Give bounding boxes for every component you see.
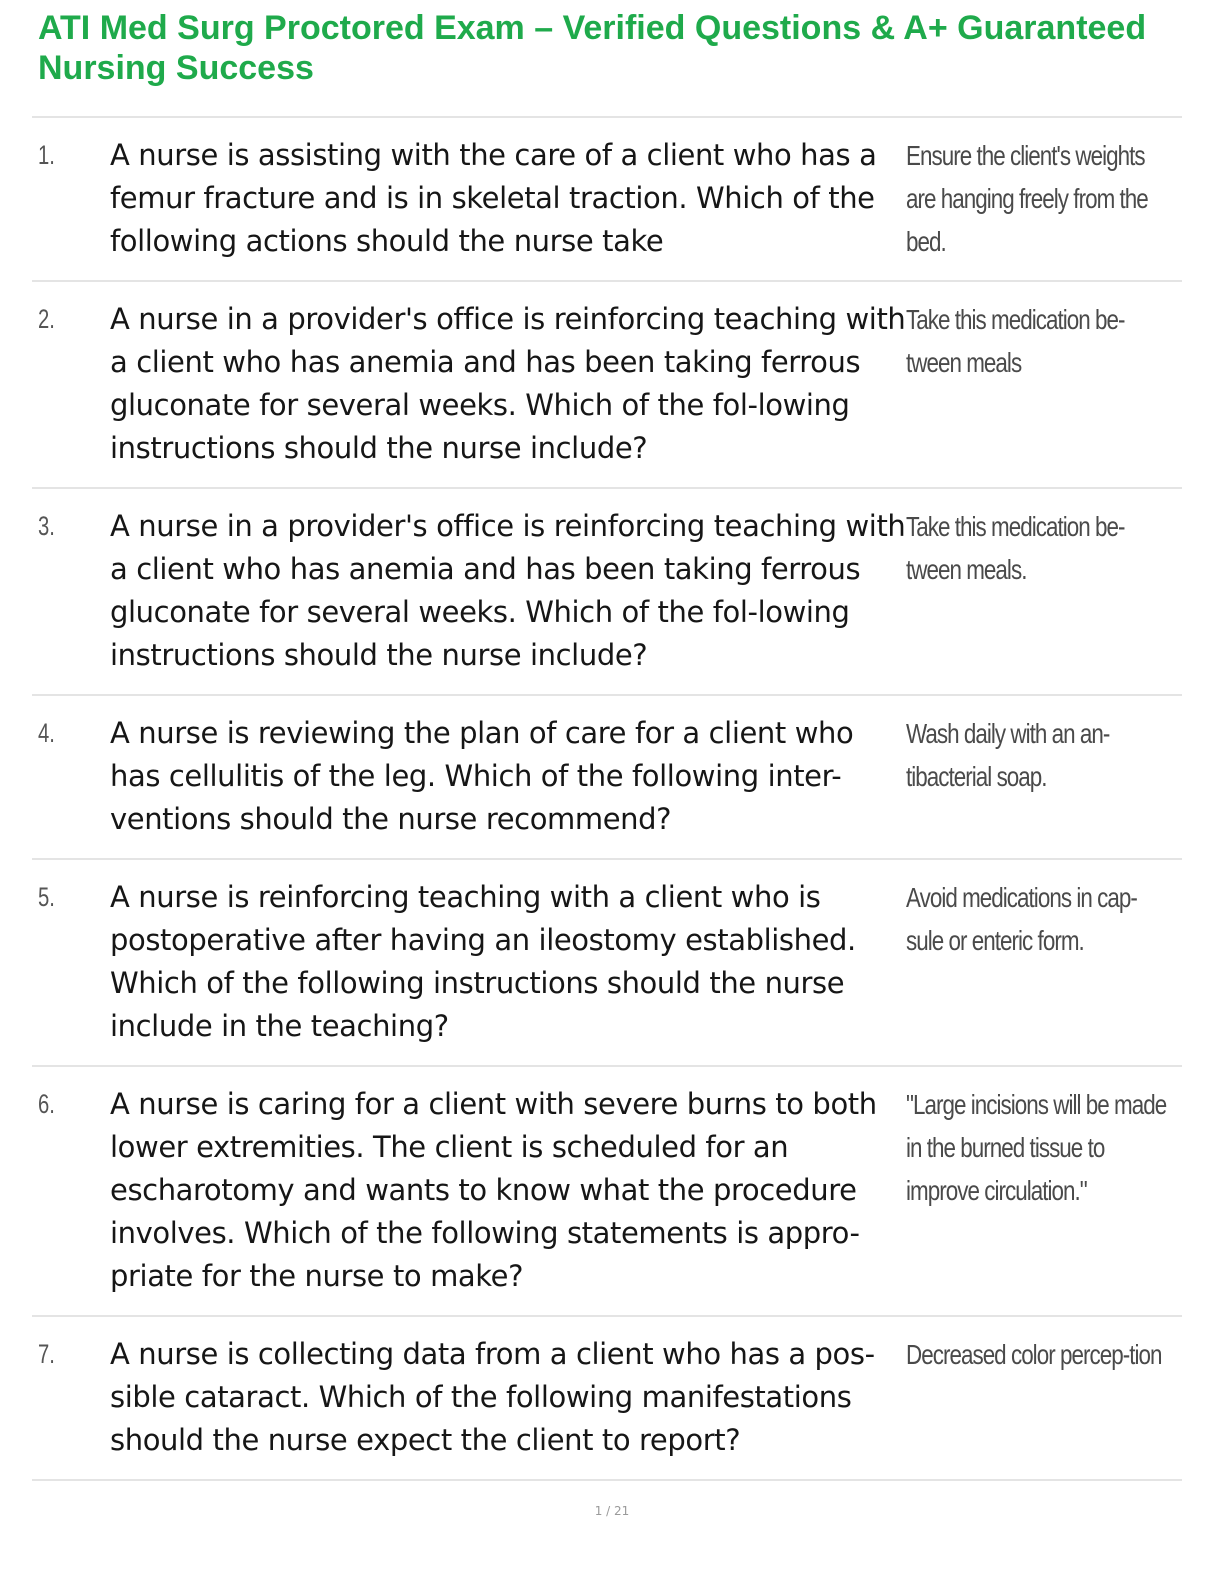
question-number: 3. [38,511,55,541]
question-row [32,489,1182,696]
question-row [32,1317,1182,1481]
answer-text [906,134,1170,263]
question-row [32,282,1182,489]
question-number: 7. [38,1339,55,1369]
answer-text-content: Take this medication be-tween meals. [906,511,1125,585]
answer-text-content: Ensure the client's weights are hanging freely from the bed. [906,140,1148,257]
answer-text [906,505,1170,677]
question-row [32,1067,1182,1317]
question-text: A nurse is collecting data from a client who has a pos-sible cataract. Which of the following manifestations should the nurse expect the client to report? [110,1337,875,1457]
answer-text [906,876,1170,1048]
answer-text-content: Decreased color percep-tion [906,1339,1162,1370]
question-row [32,118,1182,282]
answer-text-content: "Large incisions will be made in the burned tissue to improve circulation." [906,1089,1167,1206]
page-title: ATI Med Surg Proctored Exam – Verified Questions & A+ Guaranteed Nursing Success [38,9,1147,87]
question-row [32,696,1182,860]
question-number: 6. [38,1089,55,1119]
answer-text [906,1333,1170,1462]
question-number: 4. [38,718,55,748]
answer-text [906,1083,1170,1298]
question-text: A nurse is caring for a client with severe burns to both lower extremities. The client is scheduled for an escharotomy and wants to know what the procedure involves. Which of the following statements is appro-priate for the nurse to make? [110,1087,877,1293]
question-text: A nurse is reviewing the plan of care for a client who has cellulitis of the leg. Which of the following inter-ventions should the nurse recommend? [110,716,854,836]
question-number: 5. [38,882,55,912]
question-text: A nurse in a provider's office is reinforcing teaching with a client who has anemia and has been taking ferrous gluconate for several weeks. Which of the fol-lowing instructions should the nurse include? [110,509,906,672]
answer-text [906,298,1170,470]
question-answer-list [32,116,1182,1481]
answer-text-content: Take this medication be-tween meals [906,304,1125,378]
answer-text-content: Avoid medications in cap-sule or enteric form. [906,882,1137,956]
page-number: 1 / 21 [594,1504,630,1518]
answer-text-content: Wash daily with an an-tibacterial soap. [906,718,1110,792]
answer-text [906,712,1170,841]
question-text: A nurse is reinforcing teaching with a client who is postoperative after having an ileostomy established. Which of the following instructions should the nurse include in the teaching? [110,880,856,1043]
question-number: 1. [38,140,55,170]
question-number: 2. [38,304,55,334]
question-row [32,860,1182,1067]
question-text: A nurse in a provider's office is reinforcing teaching with a client who has anemia and has been taking ferrous gluconate for several weeks. Which of the fol-lowing instructions should the nurse include? [110,302,906,465]
question-text: A nurse is assisting with the care of a client who has a femur fracture and is in skeletal traction. Which of the following actions should the nurse take [110,138,877,258]
